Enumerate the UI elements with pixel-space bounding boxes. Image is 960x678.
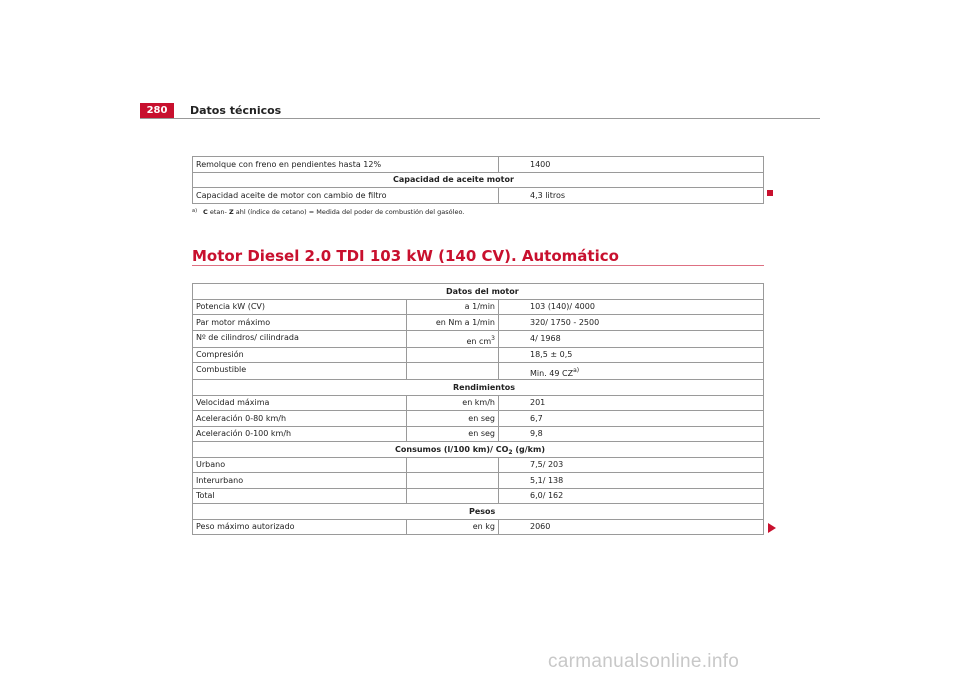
table-section-row bbox=[193, 380, 764, 396]
row-label: Nº de cilindros/ cilindrada bbox=[193, 330, 407, 347]
row-unit: en km/h bbox=[407, 395, 499, 411]
row-value: 201 bbox=[499, 395, 764, 411]
table-row bbox=[193, 363, 764, 380]
unit-superscript: 3 bbox=[491, 334, 495, 342]
consumos-header-unit: (g/km) bbox=[512, 444, 545, 454]
engine-spec-table bbox=[192, 283, 764, 535]
consumos-header-text: Consumos (l/100 km)/ CO bbox=[395, 444, 509, 454]
row-label: Velocidad máxima bbox=[193, 395, 407, 411]
footnote bbox=[192, 208, 464, 216]
row-unit: en kg bbox=[407, 519, 499, 535]
row-unit: en Nm a 1/min bbox=[407, 315, 499, 331]
table-row bbox=[193, 457, 764, 473]
row-value: 5,1/ 138 bbox=[499, 473, 764, 489]
table-row bbox=[193, 188, 764, 204]
page-number: 280 bbox=[140, 103, 174, 118]
table-row bbox=[193, 157, 764, 173]
row-value bbox=[499, 363, 764, 380]
row-unit bbox=[407, 347, 499, 363]
row-label: Aceleración 0-80 km/h bbox=[193, 411, 407, 427]
footnote-marker: a) bbox=[192, 208, 198, 214]
table-row bbox=[193, 330, 764, 347]
table-row bbox=[193, 299, 764, 315]
section-end-marker bbox=[767, 190, 773, 196]
row-label: Peso máximo autorizado bbox=[193, 519, 407, 535]
watermark: carmanualsonline.info bbox=[548, 651, 740, 672]
row-label: Total bbox=[193, 488, 407, 504]
footnote-part1: etan- bbox=[209, 208, 227, 216]
page-header-title: Datos técnicos bbox=[190, 104, 282, 117]
row-value: 6,7 bbox=[499, 411, 764, 427]
row-unit bbox=[407, 457, 499, 473]
section-header: Rendimientos bbox=[193, 380, 764, 396]
section-header bbox=[193, 442, 764, 458]
header-divider bbox=[140, 118, 820, 119]
table-section-row bbox=[193, 172, 764, 188]
row-unit: en seg bbox=[407, 426, 499, 442]
section-header: Capacidad de aceite motor bbox=[193, 172, 764, 188]
unit-text: en cm bbox=[466, 336, 492, 346]
table-row bbox=[193, 411, 764, 427]
row-label: Interurbano bbox=[193, 473, 407, 489]
continue-arrow-icon bbox=[768, 523, 776, 533]
row-label: Capacidad aceite de motor con cambio de filtro bbox=[193, 188, 499, 204]
towing-oil-table bbox=[192, 156, 764, 204]
row-label: Aceleración 0-100 km/h bbox=[193, 426, 407, 442]
table-row bbox=[193, 488, 764, 504]
section-header: Pesos bbox=[193, 504, 764, 520]
table-section-row bbox=[193, 284, 764, 300]
row-unit: a 1/min bbox=[407, 299, 499, 315]
table-row bbox=[193, 519, 764, 535]
row-value: 1400 bbox=[499, 157, 764, 173]
table-row bbox=[193, 395, 764, 411]
row-label: Combustible bbox=[193, 363, 407, 380]
row-unit bbox=[407, 488, 499, 504]
row-unit: en seg bbox=[407, 411, 499, 427]
row-value: 103 (140)/ 4000 bbox=[499, 299, 764, 315]
row-value: 4,3 litros bbox=[499, 188, 764, 204]
table-row bbox=[193, 315, 764, 331]
row-value: 6,0/ 162 bbox=[499, 488, 764, 504]
value-text: Min. 49 CZ bbox=[530, 369, 574, 378]
row-label: Compresión bbox=[193, 347, 407, 363]
section-header: Datos del motor bbox=[193, 284, 764, 300]
row-unit bbox=[407, 363, 499, 380]
row-label: Potencia kW (CV) bbox=[193, 299, 407, 315]
row-label: Urbano bbox=[193, 457, 407, 473]
row-unit bbox=[407, 330, 499, 347]
row-value: 18,5 ± 0,5 bbox=[499, 347, 764, 363]
section-title-underline bbox=[192, 265, 764, 266]
footnote-letter-c: C bbox=[203, 208, 208, 216]
row-value: 7,5/ 203 bbox=[499, 457, 764, 473]
section-title: Motor Diesel 2.0 TDI 103 kW (140 CV). Automático bbox=[192, 247, 619, 265]
row-value: 9,8 bbox=[499, 426, 764, 442]
row-value: 320/ 1750 - 2500 bbox=[499, 315, 764, 331]
table-row bbox=[193, 473, 764, 489]
value-superscript: a) bbox=[573, 367, 580, 374]
table-section-row bbox=[193, 504, 764, 520]
table-row bbox=[193, 347, 764, 363]
co2-subscript: 2 bbox=[508, 448, 513, 456]
row-unit bbox=[407, 473, 499, 489]
row-label: Remolque con freno en pendientes hasta 12% bbox=[193, 157, 499, 173]
footnote-part2: ahl (índice de cetano) = Medida del poder de combustión del gasóleo. bbox=[235, 208, 465, 216]
row-label: Par motor máximo bbox=[193, 315, 407, 331]
row-value: 2060 bbox=[499, 519, 764, 535]
row-value: 4/ 1968 bbox=[499, 330, 764, 347]
table-row bbox=[193, 426, 764, 442]
footnote-letter-z: Z bbox=[228, 208, 234, 216]
table-section-row bbox=[193, 442, 764, 458]
